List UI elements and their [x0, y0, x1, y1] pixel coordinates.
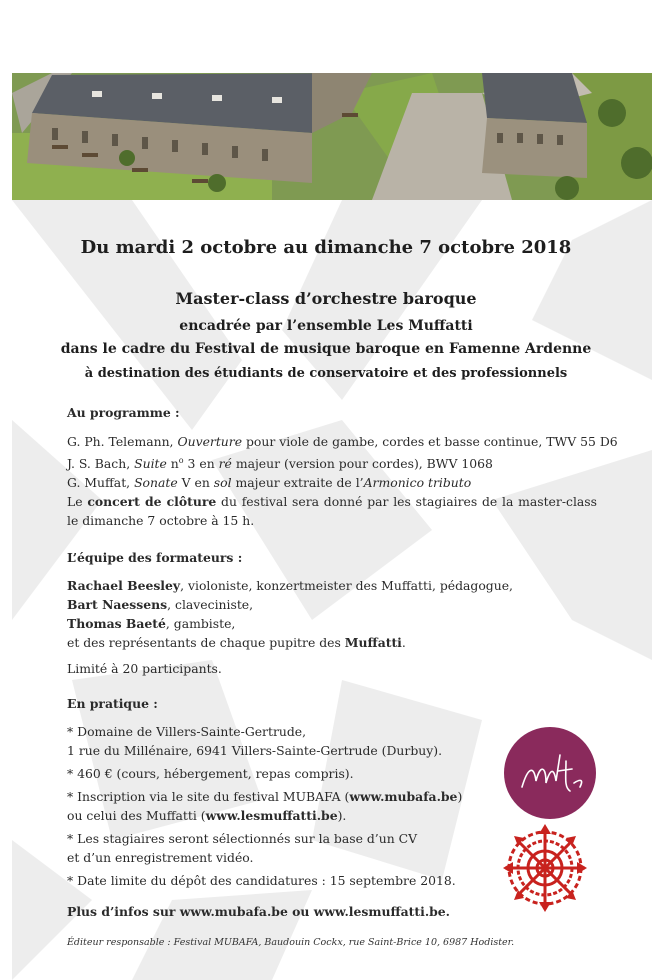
- more-info-line: Plus d’infos sur www.mubafa.be ou www.lesmuffatti.be.: [67, 904, 451, 919]
- pratique-address-2: 1 rue du Millénaire, 6941 Villers-Sainte-Gertrude (Durbuy).: [67, 743, 443, 758]
- pratique-address-1: * Domaine de Villers-Sainte-Gertrude,: [67, 724, 307, 739]
- programme-item-bach: J. S. Bach, Suite $n^o$ 3 en ré majeur (version pour cordes), BWV 1068: [67, 456, 493, 472]
- event-dates: Du mardi 2 octobre au dimanche 7 octobre 2018: [80, 237, 572, 258]
- programme-section: [67, 403, 618, 492]
- title-line-2: encadrée par l’ensemble Les Muffatti: [179, 318, 473, 334]
- programme-heading: Au programme :: [67, 405, 180, 420]
- pratique-heading: En pratique :: [67, 696, 158, 711]
- title-line-3: dans le cadre du Festival de musique baroque en Famenne Ardenne: [60, 341, 592, 357]
- publisher-footer: Éditeur responsable : Festival MUBAFA, Baudouin Cockx, rue Saint-Brice 10, 6987 Hodister.: [67, 937, 515, 948]
- title-line-1: Master-class d’orchestre baroque: [175, 289, 477, 308]
- trainer-baete: Thomas Baeté, gambiste,: [67, 616, 236, 631]
- pratique-price: * 460 € (cours, hébergement, repas compris).: [67, 766, 354, 781]
- header-photo: [12, 73, 652, 200]
- equipe-section: [67, 548, 597, 678]
- abbey-aerial-photo-icon: [12, 73, 652, 200]
- concert-paragraph: Le concert de clôture du festival sera donné par les stagiaires de la master-class le dimanche 7 octobre à 15 h.: [67, 494, 598, 528]
- trainer-naessens: Bart Naessens, claveciniste,: [67, 597, 254, 612]
- programme-item-telemann: G. Ph. Telemann, Ouverture pour viole de gambe, cordes et basse continue, TWV 55 D6: [67, 434, 618, 449]
- muffatti-ornament-logo-icon: [502, 822, 588, 914]
- mubafa-logo-icon: [500, 725, 600, 822]
- pratique-inscription-2: ou celui des Muffatti (www.lesmuffatti.be).: [67, 808, 347, 823]
- pratique-deadline: * Date limite du dépôt des candidatures : 15 septembre 2018.: [67, 873, 456, 888]
- trainer-pupitres: et des représentants de chaque pupitre des Muffatti.: [67, 635, 406, 650]
- equipe-heading: L’équipe des formateurs :: [67, 550, 243, 565]
- pratique-selection-1: * Les stagiaires seront sélectionnés sur la base d’un CV: [67, 831, 418, 846]
- trainer-beesley: Rachael Beesley, violoniste, konzertmeister des Muffatti, pédagogue,: [67, 578, 513, 593]
- participant-limit: Limité à 20 participants.: [67, 661, 222, 676]
- pratique-selection-2: et d’un enregistrement vidéo.: [67, 850, 254, 865]
- title-line-4: à destination des étudiants de conservatoire et des professionnels: [84, 366, 568, 381]
- pratique-section: [67, 694, 487, 890]
- pratique-inscription-1: * Inscription via le site du festival MUBAFA (www.mubafa.be): [67, 789, 463, 804]
- programme-item-muffat: G. Muffat, Sonate V en sol majeur extraite de l’Armonico tributo: [67, 475, 472, 491]
